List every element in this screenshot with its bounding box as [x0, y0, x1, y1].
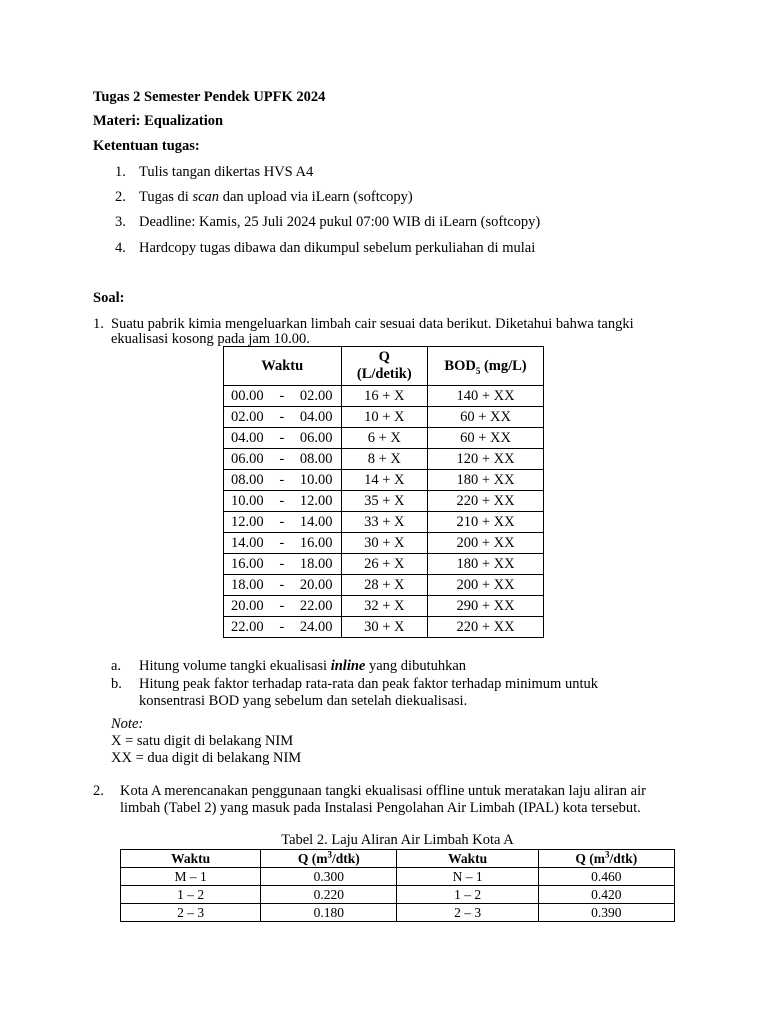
waktu-start: 02.00 [231, 409, 264, 425]
table-row [121, 868, 675, 886]
q1b-text-line2: konsentrasi BOD yang sebelum dan setelah diekualisasi. [139, 693, 468, 709]
waktu-separator: - [279, 430, 285, 446]
q1-number: 1. [93, 316, 104, 332]
header-q-unit: /dtk) [332, 851, 360, 866]
list-item-text [139, 189, 413, 206]
table-row [224, 449, 544, 470]
table-row [224, 596, 544, 617]
header-waktu-2: Waktu [397, 850, 538, 868]
table2-caption: Tabel 2. Laju Aliran Air Limbah Kota A [281, 832, 514, 848]
header-q-unit: /dtk) [609, 851, 638, 866]
q-cell: 14 + X [341, 470, 428, 491]
q-cell: 0.460 [538, 868, 674, 886]
note-x: X = satu digit di belakang NIM [111, 733, 294, 749]
q1a-emphasis: inline [330, 658, 366, 674]
materi-label: Materi: Equalization [93, 113, 224, 129]
waktu-start: 22.00 [231, 619, 264, 635]
header-q-superscript: 3 [327, 849, 333, 860]
waktu-end: 14.00 [299, 514, 333, 530]
header-q [341, 347, 428, 386]
q1-text-line1: Suatu pabrik kimia mengeluarkan limbah cair sesuai data berikut. Diketahui bahwa tangki [111, 316, 634, 332]
waktu-cell: 1 – 2 [121, 886, 261, 904]
waktu-end: 04.00 [299, 409, 333, 425]
header-waktu-1: Waktu [121, 850, 261, 868]
table-row [224, 575, 544, 596]
waktu-end: 16.00 [299, 535, 333, 551]
waktu-start: 10.00 [231, 493, 264, 509]
waktu-separator: - [279, 556, 285, 572]
table-row [224, 491, 544, 512]
q-cell: 0.390 [538, 904, 674, 922]
list-item-italic-word: scan [192, 189, 220, 205]
q-cell: 33 + X [341, 512, 428, 533]
waktu-end: 06.00 [299, 430, 333, 446]
table-row [224, 554, 544, 575]
waktu-separator: - [279, 388, 285, 404]
header-q-label: Q (m [575, 851, 606, 866]
soal-heading: Soal: [93, 290, 125, 306]
waktu-start: 06.00 [231, 451, 264, 467]
waktu-end: 10.00 [299, 472, 333, 488]
q-cell: 30 + X [341, 533, 428, 554]
waktu-cell [224, 512, 342, 533]
waktu-cell [224, 491, 342, 512]
table-row [224, 470, 544, 491]
waktu-cell [224, 407, 342, 428]
q-cell: 6 + X [341, 428, 428, 449]
list-item-text: Tulis tangan dikertas HVS A4 [139, 164, 314, 180]
header-bod-subscript: 5 [475, 365, 481, 376]
waktu-separator: - [279, 451, 285, 467]
waktu-end: 20.00 [299, 577, 333, 593]
waktu-separator: - [279, 577, 285, 593]
waktu-cell [224, 449, 342, 470]
header-waktu: Waktu [224, 347, 342, 386]
note-label: Note: [111, 716, 144, 732]
header-bod-unit: (mg/L) [480, 357, 527, 374]
header-q-label: Q [378, 349, 390, 365]
table-row [224, 428, 544, 449]
waktu-cell [224, 575, 342, 596]
header-bod-label: BOD [444, 357, 476, 374]
q2-text-line2: limbah (Tabel 2) yang masuk pada Instalasi Pengolahan Air Limbah (IPAL) kota tersebut. [120, 800, 641, 816]
waktu-cell [224, 554, 342, 575]
waktu-end: 18.00 [299, 556, 333, 572]
list-item-number: 2. [115, 189, 126, 205]
list-item-text-part: Tugas di [139, 189, 193, 205]
bod-cell: 200 + XX [428, 575, 544, 596]
q1a-text-part: yang dibutuhkan [365, 658, 467, 674]
waktu-start: 14.00 [231, 535, 264, 551]
q-cell: 0.300 [261, 868, 397, 886]
q1a-text-part: Hitung volume tangki ekualisasi [139, 658, 331, 674]
table-row [224, 512, 544, 533]
waktu-cell: 2 – 3 [121, 904, 261, 922]
waktu-end: 02.00 [299, 388, 333, 404]
header-q-superscript: 3 [605, 849, 610, 860]
table-row [121, 904, 675, 922]
q-cell: 10 + X [341, 407, 428, 428]
waktu-separator: - [279, 598, 285, 614]
header-q-1 [261, 850, 397, 868]
q1a-text [139, 658, 466, 675]
waktu-end: 22.00 [299, 598, 333, 614]
list-item-number: 3. [115, 214, 126, 230]
q-cell: 32 + X [341, 596, 428, 617]
header-q-unit: (L/detik) [356, 366, 412, 382]
waktu-cell [224, 470, 342, 491]
waktu-cell [224, 596, 342, 617]
bod-cell: 180 + XX [428, 554, 544, 575]
bod-cell: 210 + XX [428, 512, 544, 533]
bod-cell: 60 + XX [428, 407, 544, 428]
waktu-separator: - [279, 535, 285, 551]
note-xx: XX = dua digit di belakang NIM [111, 750, 302, 766]
bod-cell: 290 + XX [428, 596, 544, 617]
waktu-start: 18.00 [231, 577, 264, 593]
flow-rate-table [120, 849, 675, 922]
waktu-cell: N – 1 [397, 868, 538, 886]
list-item-number: 1. [115, 164, 126, 180]
waktu-end: 24.00 [299, 619, 333, 635]
waktu-start: 00.00 [231, 388, 264, 404]
q1b-marker: b. [111, 676, 122, 692]
table-row [121, 886, 675, 904]
waktu-start: 20.00 [231, 598, 264, 614]
doc-title: Tugas 2 Semester Pendek UPFK 2024 [93, 89, 326, 105]
bod-cell: 220 + XX [428, 617, 544, 638]
waktu-start: 08.00 [231, 472, 264, 488]
table-header-row [224, 347, 544, 386]
waktu-separator: - [279, 514, 285, 530]
waktu-cell [224, 617, 342, 638]
header-bod [428, 347, 544, 386]
list-item-number: 4. [115, 240, 126, 256]
waktu-cell [224, 386, 342, 407]
waktu-separator: - [279, 409, 285, 425]
table-row [224, 386, 544, 407]
bod-cell: 180 + XX [428, 470, 544, 491]
ketentuan-heading: Ketentuan tugas: [93, 138, 200, 154]
table-header-row [121, 850, 675, 868]
waktu-start: 16.00 [231, 556, 264, 572]
q2-number: 2. [93, 783, 104, 799]
waktu-cell: M – 1 [121, 868, 261, 886]
q-cell: 0.180 [261, 904, 397, 922]
waktu-separator: - [279, 619, 285, 635]
bod-cell: 220 + XX [428, 491, 544, 512]
q1-text-line2: ekualisasi kosong pada jam 10.00. [111, 331, 310, 347]
waktu-start: 04.00 [231, 430, 264, 446]
table-row [224, 407, 544, 428]
list-item-text: Hardcopy tugas dibawa dan dikumpul sebelum perkuliahan di mulai [139, 240, 536, 256]
waktu-separator: - [279, 472, 285, 488]
q-cell: 0.420 [538, 886, 674, 904]
q-cell: 28 + X [341, 575, 428, 596]
list-item-text: Deadline: Kamis, 25 Juli 2024 pukul 07:00 WIB di iLearn (softcopy) [139, 214, 541, 230]
table-row [224, 617, 544, 638]
q-cell: 8 + X [341, 449, 428, 470]
bod-cell: 200 + XX [428, 533, 544, 554]
waktu-separator: - [279, 493, 285, 509]
q1a-marker: a. [111, 658, 122, 674]
waktu-cell [224, 428, 342, 449]
q-cell: 0.220 [261, 886, 397, 904]
waktu-cell [224, 533, 342, 554]
waktu-end: 08.00 [299, 451, 333, 467]
table-row [224, 533, 544, 554]
header-q-2 [538, 850, 674, 868]
q-cell: 16 + X [341, 386, 428, 407]
q-cell: 30 + X [341, 617, 428, 638]
q-cell: 26 + X [341, 554, 428, 575]
list-item-text-part: dan upload via iLearn (softcopy) [219, 189, 413, 205]
waktu-start: 12.00 [231, 514, 264, 530]
q-cell: 35 + X [341, 491, 428, 512]
waktu-cell: 1 – 2 [397, 886, 538, 904]
bod-cell: 120 + XX [428, 449, 544, 470]
bod-cell: 140 + XX [428, 386, 544, 407]
header-q-label: Q (m [297, 851, 328, 866]
waktu-cell: 2 – 3 [397, 904, 538, 922]
waktu-end: 12.00 [299, 493, 333, 509]
q2-text-line1: Kota A merencanakan penggunaan tangki ekualisasi offline untuk meratakan laju aliran air [120, 783, 646, 799]
q1b-text-line1: Hitung peak faktor terhadap rata-rata dan peak faktor terhadap minimum untuk [139, 676, 598, 692]
bod-cell: 60 + XX [428, 428, 544, 449]
bod-data-table [223, 346, 544, 638]
